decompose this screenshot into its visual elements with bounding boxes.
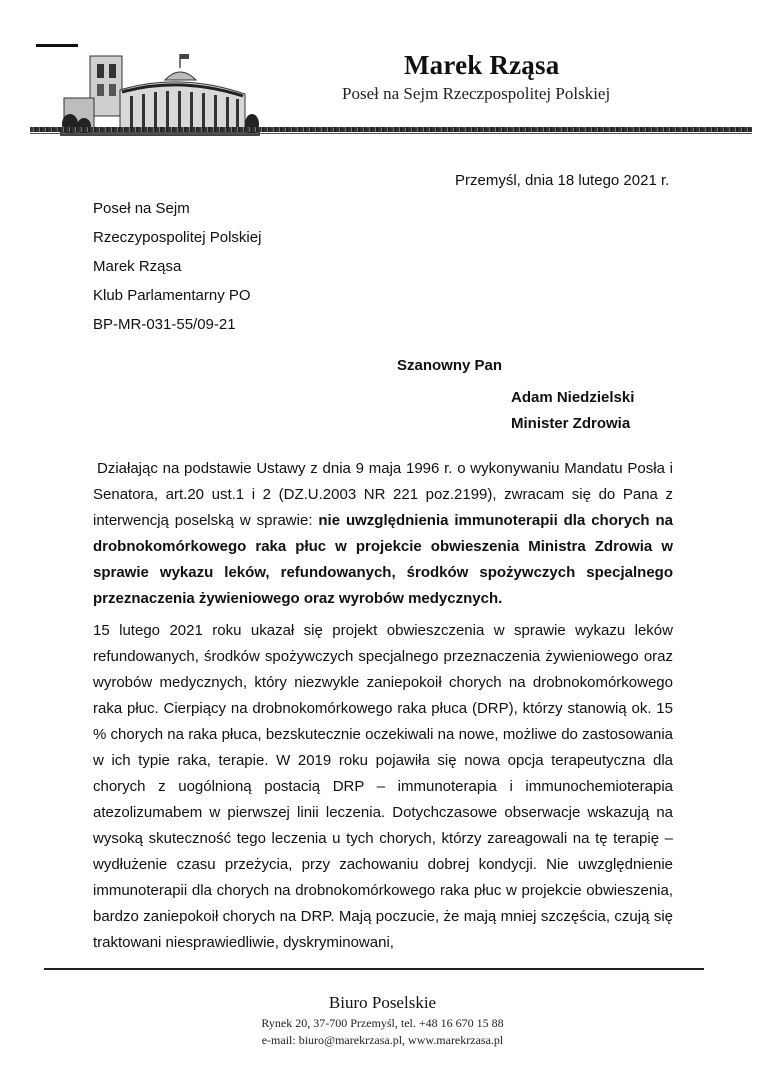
body-paragraph-2 (93, 618, 673, 956)
addressee-title: Minister Zdrowia (511, 415, 631, 432)
letterhead-subtitle: Poseł na Sejm Rzeczpospolitej Polskiej (342, 84, 611, 103)
footer-contact: e-mail: biuro@marekrzasa.pl, www.marekrzasa.pl (261, 1033, 504, 1047)
sender-line: Klub Parlamentarny PO (93, 287, 251, 304)
letterhead-rule-thin (30, 133, 752, 134)
addressee-name: Adam Niedzielski (511, 389, 635, 406)
sender-block (93, 194, 261, 339)
body-subject-text: nie uwzględnienia immunoterapii dla chorych na drobnokomórkowego raka płuc w projekcie obwieszenia Ministra Zdrowia w sprawie wykazu leków, refundowanych, środków spożywczych specjalnego przeznaczenia żywieniowego oraz wyrobów medycznych. (93, 512, 673, 607)
sender-line: Rzeczypospolitej Polskiej (93, 229, 262, 246)
sender-line: BP-MR-031-55/09-21 (93, 316, 236, 333)
footer-title: Biuro Poselskie (328, 993, 437, 1012)
sender-line: Marek Rząsa (93, 258, 182, 275)
letterhead-name: Marek Rząsa (404, 50, 560, 80)
addressee-block (511, 385, 634, 437)
footer-rule (44, 968, 704, 970)
addressee-salutation: Szanowny Pan (397, 357, 503, 374)
footer-address: Rynek 20, 37-700 Przemyśl, tel. +48 16 670 15 88 (261, 1016, 504, 1030)
letter-date: Przemyśl, dnia 18 lutego 2021 r. (455, 172, 670, 189)
logo-dash (36, 44, 78, 47)
letterhead-rule (30, 127, 752, 132)
body-paragraph-1 (93, 456, 673, 612)
body-main-text: 15 lutego 2021 roku ukazał się projekt obwieszczenia w sprawie wykazu leków refundowanych, środków spożywczych specjalnego przeznaczenia żywieniowego oraz wyrobów medycznych, który niezwykle zaniepokoił chorych na drobnokomórkowego raka płuc. Cierpiący na drobnokomórkowego raka płuca (DRP), którzy stanowią ok. 15 % chorych na raka płuca, bezskutecznie oczekiwali na nowe, możliwe do zastosowania w ich typie raka, terapie. W 2019 roku pojawiła się nowa opcja terapeutyczna dla chorych z uogólnioną postacią DRP – immunoterapia i immunochemioterapia atezolizumabem w pierwszej linii leczenia. Dotychczasowe obserwacje wskazują na wysoką skuteczność tego leczenia u tych chorych, którzy zareagowali na tę terapię – wydłużenie czasu przeżycia, przy zachowaniu dobrej kondycji. Nie uwzględnienie immunoterapii dla chorych na drobnokomórkowego raka płuc w projekcie obwieszenia, bardzo zaniepokoił chorych na DRP. Mają poczucie, że mają mniej szczęścia, czują się traktowani niesprawiedliwie, dyskryminowani, (93, 622, 673, 951)
sender-line: Poseł na Sejm (93, 200, 190, 217)
body-intro-text: Działając na podstawie Ustawy z dnia 9 maja 1996 r. o wykonywaniu Mandatu Posła i Senatora, art.20 ust.1 i 2 (DZ.U.2003 NR 221 poz.2199), zwracam się do Pana z interwencją poselską w sprawie: (93, 460, 673, 529)
